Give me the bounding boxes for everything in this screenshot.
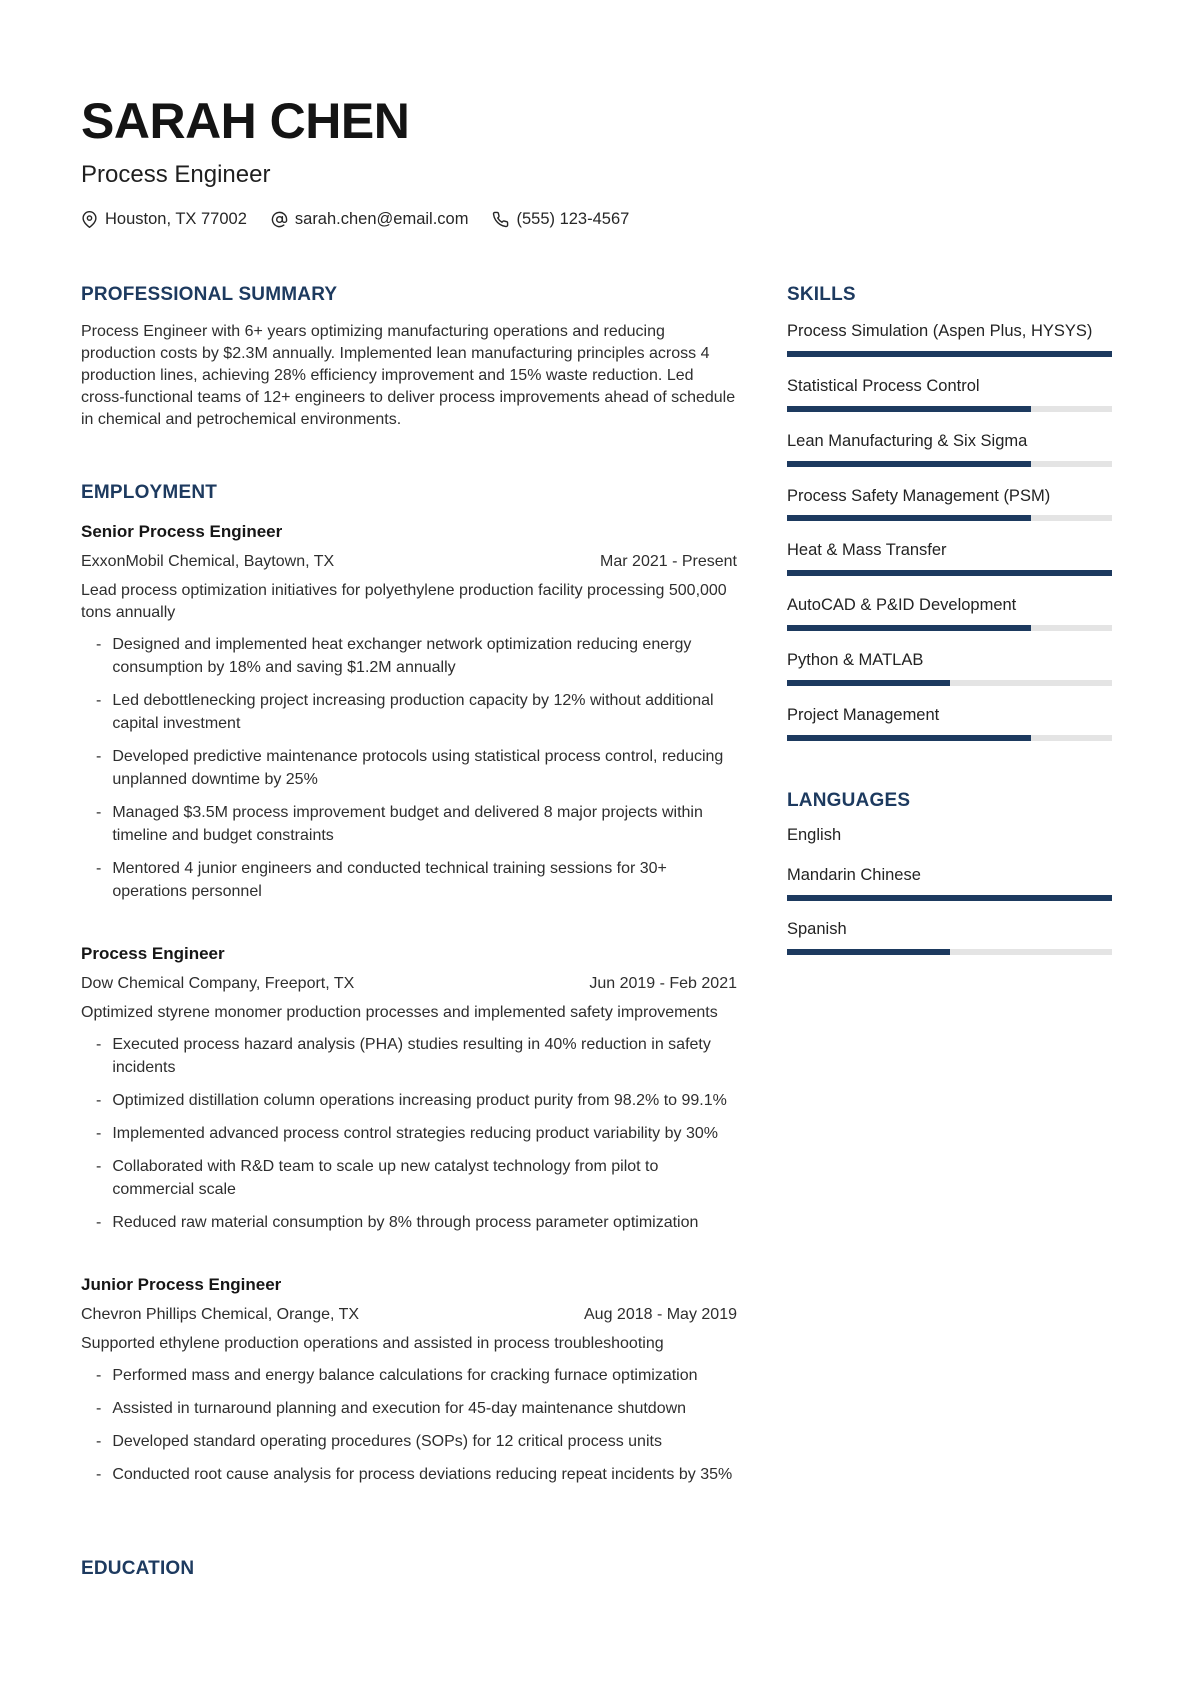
job-entry: [81, 943, 737, 1234]
job-company: ExxonMobil Chemical, Baytown, TX: [81, 553, 335, 571]
skill-progress-fill: [787, 461, 1031, 467]
skill-progress-track: [787, 570, 1112, 576]
phone-icon: [492, 211, 509, 228]
job-company-row: [81, 1305, 737, 1326]
skill-progress-track: [787, 461, 1112, 467]
language-label: Mandarin Chinese: [787, 866, 921, 885]
job-bullet: [81, 1033, 737, 1079]
job-description: Optimized styrene monomer production processes and implemented safety improvements: [81, 1003, 718, 1021]
bullet-text: Mentored 4 junior engineers and conducted technical training sessions for 30+ operations personnel: [112, 860, 667, 901]
candidate-title: Process Engineer: [81, 161, 271, 188]
language-progress-track: [787, 949, 1112, 955]
bullet-dash-marker: -: [96, 636, 102, 654]
location-pin-icon: [81, 211, 98, 228]
job-description: Lead process optimization initiatives for polyethylene production facility processing 500,000 tons annually: [81, 582, 727, 622]
skill-progress-fill: [787, 735, 1031, 741]
language-label: Spanish: [787, 920, 847, 939]
languages-section: [787, 791, 1112, 955]
contact-location: [81, 210, 247, 229]
bullet-dash-marker: -: [96, 1035, 102, 1053]
skill-label: Python & MATLAB: [787, 651, 924, 670]
bullet-text: Collaborated with R&D team to scale up new catalyst technology from pilot to commercial scale: [112, 1157, 659, 1198]
bullet-text: Implemented advanced process control strategies reducing product variability by 30%: [112, 1124, 718, 1142]
job-title: Senior Process Engineer: [81, 522, 283, 542]
language-item: [787, 920, 1112, 955]
bullet-dash-marker: -: [96, 1091, 102, 1109]
bullet-dash-marker: -: [96, 1432, 102, 1450]
bullet-text: Conducted root cause analysis for process deviations reducing repeat incidents by 35%: [112, 1465, 733, 1483]
languages-list: [787, 826, 1112, 955]
education-heading: EDUCATION: [81, 1557, 195, 1579]
skill-progress-track: [787, 515, 1112, 521]
job-bullet: [81, 1089, 737, 1112]
skill-item: [787, 487, 1112, 522]
language-item: [787, 866, 1112, 901]
job-bullet: [81, 1463, 737, 1486]
skill-label: Lean Manufacturing & Six Sigma: [787, 431, 1028, 450]
bullet-text: Reduced raw material consumption by 8% through process parameter optimization: [112, 1213, 699, 1231]
bullet-text: Optimized distillation column operations increasing product purity from 98.2% to 99.1%: [112, 1091, 727, 1109]
bullet-text: Managed $3.5M process improvement budget and delivered 8 major projects within timeline and budget constraints: [112, 804, 703, 845]
phone-text: (555) 123-4567: [516, 210, 630, 229]
skill-label: AutoCAD & P&ID Development: [787, 596, 1017, 615]
employment-jobs: [81, 521, 737, 1486]
bullet-dash-marker: -: [96, 1157, 102, 1175]
bullet-dash-marker: -: [96, 1465, 102, 1483]
language-progress-fill: [787, 949, 950, 955]
job-title: Junior Process Engineer: [81, 1274, 282, 1294]
languages-heading: LANGUAGES: [787, 789, 911, 811]
job-bullet: [81, 1397, 737, 1420]
bullet-dash-marker: -: [96, 748, 102, 766]
skill-progress-fill: [787, 406, 1031, 412]
skill-item: [787, 541, 1112, 576]
job-bullet: [81, 1122, 737, 1145]
language-progress-fill: [787, 895, 1112, 901]
skill-progress-fill: [787, 570, 1112, 576]
job-bullet: [81, 689, 737, 735]
job-company-row: [81, 552, 737, 573]
skill-progress-track: [787, 351, 1112, 357]
main-column: [81, 285, 737, 1579]
skills-heading: SKILLS: [787, 284, 856, 306]
skill-progress-track: [787, 406, 1112, 412]
email-text: sarah.chen@email.com: [294, 210, 469, 229]
language-progress-track: [787, 895, 1112, 901]
skill-item: [787, 596, 1112, 631]
bullet-text: Led debottlenecking project increasing production capacity by 12% without additional capital investment: [112, 692, 714, 733]
education-section: [81, 1559, 737, 1580]
employment-section: [81, 483, 737, 1486]
skill-label: Project Management: [787, 705, 940, 724]
bullet-dash-marker: -: [96, 1213, 102, 1231]
skill-progress-fill: [787, 680, 950, 686]
email-at-icon: [271, 211, 288, 228]
skill-progress-fill: [787, 625, 1031, 631]
job-bullet: [81, 633, 737, 679]
job-dates: Aug 2018 - May 2019: [584, 1306, 737, 1324]
skill-label: Process Simulation (Aspen Plus, HYSYS): [787, 322, 1093, 341]
job-bullet: [81, 1430, 737, 1453]
job-bullet: [81, 1211, 737, 1234]
skill-item: [787, 377, 1112, 412]
bullet-text: Assisted in turnaround planning and execution for 45-day maintenance shutdown: [112, 1399, 687, 1417]
job-description: Supported ethylene production operations and assisted in process troubleshooting: [81, 1334, 664, 1352]
job-entry: [81, 521, 737, 903]
bullet-text: Performed mass and energy balance calculations for cracking furnace optimization: [112, 1366, 698, 1384]
skill-progress-track: [787, 625, 1112, 631]
job-company: Dow Chemical Company, Freeport, TX: [81, 975, 355, 993]
skills-section: [787, 285, 1112, 740]
skill-item: [787, 651, 1112, 686]
language-item: [787, 826, 1112, 846]
summary-section: [81, 285, 737, 431]
summary-text: Process Engineer with 6+ years optimizing manufacturing operations and reducing production costs by $2.3M annually. Implemented lean manufacturing principles across 4 production lines, achieving 28% efficiency improvement and 15% waste reduction. Led cross-functional teams of 12+ engineers to deliver process improvements ahead of schedule in chemical and petrochemical environments.: [81, 323, 736, 429]
job-entry: [81, 1274, 737, 1486]
bullet-text: Developed standard operating procedures (SOPs) for 12 critical process units: [112, 1432, 662, 1450]
skill-progress-track: [787, 735, 1112, 741]
resume-header: [81, 93, 1112, 229]
contact-phone: [492, 210, 629, 229]
skill-progress-fill: [787, 351, 1112, 357]
bullet-text: Designed and implemented heat exchanger network optimization reducing energy consumption by 18% and saving $1.2M annually: [112, 636, 692, 677]
bullet-dash-marker: -: [96, 860, 102, 878]
bullet-text: Developed predictive maintenance protocols using statistical process control, reducing unplanned downtime by 25%: [112, 748, 724, 789]
job-bullet: [81, 745, 737, 791]
bullet-dash-marker: -: [96, 692, 102, 710]
job-bullets: [81, 1364, 737, 1486]
candidate-name: SARAH CHEN: [81, 93, 410, 149]
skill-progress-fill: [787, 515, 1031, 521]
job-bullets: [81, 633, 737, 903]
job-dates: Mar 2021 - Present: [600, 553, 737, 571]
contact-email: [271, 210, 469, 229]
skill-item: [787, 706, 1112, 741]
location-text: Houston, TX 77002: [105, 210, 247, 229]
job-company: Chevron Phillips Chemical, Orange, TX: [81, 1306, 360, 1324]
job-bullet: [81, 1155, 737, 1201]
employment-heading: EMPLOYMENT: [81, 482, 218, 504]
skill-label: Statistical Process Control: [787, 377, 980, 396]
bullet-dash-marker: -: [96, 1399, 102, 1417]
skill-item: [787, 322, 1112, 357]
bullet-dash-marker: -: [96, 1366, 102, 1384]
skill-label: Process Safety Management (PSM): [787, 486, 1051, 505]
skills-list: [787, 322, 1112, 740]
skill-label: Heat & Mass Transfer: [787, 541, 947, 560]
job-title: Process Engineer: [81, 944, 225, 964]
job-bullet: [81, 857, 737, 903]
contact-row: [81, 210, 1112, 229]
language-label: English: [787, 825, 842, 844]
job-bullet: [81, 801, 737, 847]
sidebar-column: [787, 285, 1112, 1579]
job-bullet: [81, 1364, 737, 1387]
job-dates: Jun 2019 - Feb 2021: [589, 975, 737, 993]
bullet-dash-marker: -: [96, 1124, 102, 1142]
skill-progress-track: [787, 680, 1112, 686]
job-bullets: [81, 1033, 737, 1234]
job-company-row: [81, 974, 737, 995]
summary-heading: PROFESSIONAL SUMMARY: [81, 284, 338, 306]
skill-item: [787, 432, 1112, 467]
bullet-dash-marker: -: [96, 804, 102, 822]
bullet-text: Executed process hazard analysis (PHA) studies resulting in 40% reduction in safety incidents: [112, 1035, 711, 1076]
